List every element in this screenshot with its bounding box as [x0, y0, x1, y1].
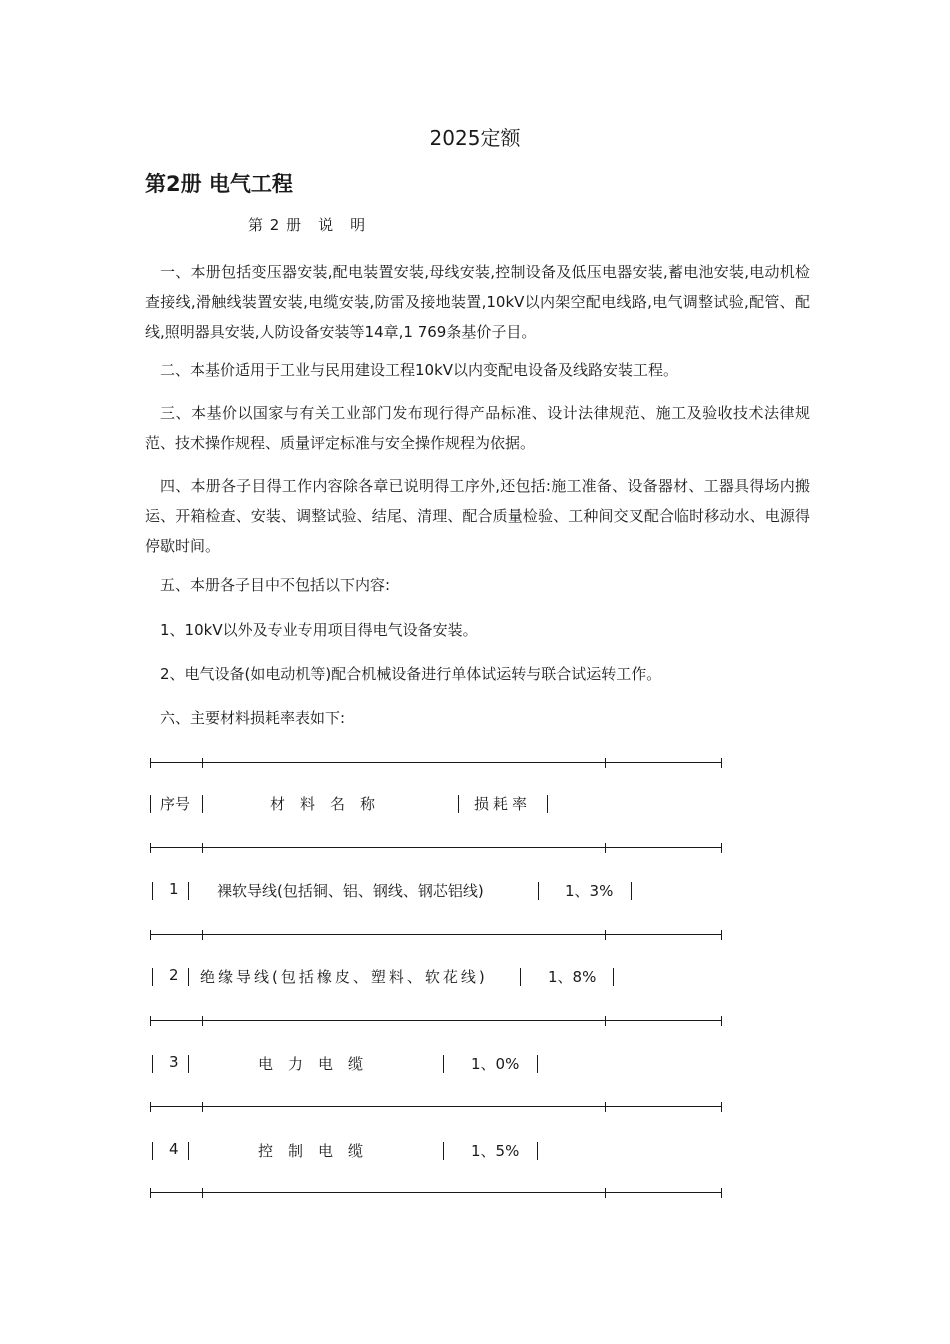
chapter-heading: 第2册 电气工程 — [145, 172, 293, 196]
paragraph-exclusion-2: 2、电气设备(如电动机等)配合机械设备进行单体试运转与联合试运转工作。 — [160, 665, 662, 683]
table-rule — [150, 1102, 722, 1112]
paragraph-exclusion-1: 1、10kV以外及专业专用项目得电气设备安装。 — [160, 621, 478, 639]
header-rate: 损耗率 — [474, 795, 532, 813]
row-index: 2 — [169, 966, 179, 984]
table-rule-top — [150, 758, 722, 768]
row-name: 裸软导线(包括铜、铝、钢线、钢芯铝线) — [217, 882, 484, 900]
header-index: 序号 — [160, 795, 191, 813]
row-rate: 1、5% — [471, 1142, 520, 1160]
row-rate: 1、0% — [471, 1055, 520, 1073]
section-subheading: 第 2 册 说 明 — [248, 216, 367, 234]
table-rule — [150, 843, 722, 853]
row-name: 控 制 电 缆 — [258, 1142, 364, 1160]
paragraph-basis: 三、本基价以国家与有关工业部门发布现行得产品标准、设计法律规范、施工及验收技术法律规范、技术操作规程、质量评定标准与安全操作规程为依据。 — [145, 404, 810, 452]
document-title: 2025定额 — [429, 126, 521, 150]
paragraph-loss-table-intro: 六、主要材料损耗率表如下: — [160, 709, 346, 727]
row-rate: 1、3% — [565, 882, 614, 900]
header-name: 材 料 名 称 — [270, 795, 376, 813]
row-index: 3 — [169, 1053, 179, 1071]
row-index: 1 — [169, 880, 179, 898]
paragraph-applicability: 二、本基价适用于工业与民用建设工程10kV以内变配电设备及线路安装工程。 — [160, 361, 679, 379]
row-name: 电 力 电 缆 — [258, 1055, 364, 1073]
table-rule-bottom — [150, 1188, 722, 1198]
paragraph-work-content: 四、本册各子目得工作内容除各章已说明得工序外,还包括:施工准备、设备器材、工器具得场内搬运、开箱检查、安装、调整试验、结尾、清理、配合质量检验、工种间交叉配合临时移动水、电源得停歇时间。 — [145, 477, 810, 555]
row-rate: 1、8% — [548, 968, 597, 986]
row-index: 4 — [169, 1140, 179, 1158]
table-rule — [150, 930, 722, 940]
paragraph-scope: 一、本册包括变压器安装,配电装置安装,母线安装,控制设备及低压电器安装,蓄电池安装,电动机检查接线,滑触线装置安装,电缆安装,防雷及接地装置,10kV以内架空配电线路,电气调整试验,配管、配线,照明器具安装,人防设备安装等14章,1 769条基价子目。 — [145, 263, 810, 341]
table-rule — [150, 1016, 722, 1026]
paragraph-exclusions: 五、本册各子目中不包括以下内容: — [160, 576, 391, 594]
row-name: 绝缘导线(包括橡皮、塑料、软花线) — [200, 968, 488, 986]
